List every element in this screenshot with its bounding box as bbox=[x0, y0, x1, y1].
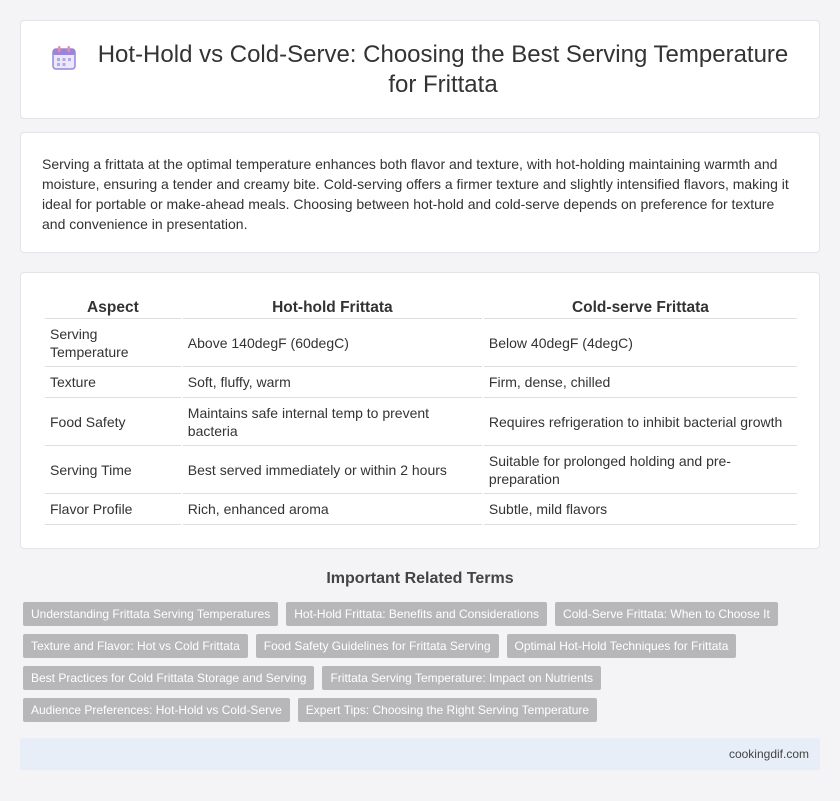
related-term-tag[interactable]: Texture and Flavor: Hot vs Cold Frittata bbox=[23, 634, 248, 658]
intro-card bbox=[20, 132, 820, 253]
tag-row bbox=[23, 698, 823, 722]
table-row bbox=[45, 367, 797, 398]
tag-row bbox=[23, 602, 823, 626]
comparison-table-card bbox=[20, 272, 820, 549]
related-term-tag[interactable]: Understanding Frittata Serving Temperatures bbox=[23, 602, 278, 626]
table-cell: Subtle, mild flavors bbox=[484, 494, 797, 525]
related-term-tag[interactable]: Best Practices for Cold Frittata Storage and Serving bbox=[23, 666, 314, 690]
related-term-tag[interactable]: Hot-Hold Frittata: Benefits and Considerations bbox=[286, 602, 547, 626]
table-header-row bbox=[45, 295, 797, 319]
table-row bbox=[45, 319, 797, 367]
tag-row bbox=[23, 666, 823, 690]
comparison-table bbox=[43, 295, 799, 525]
header-inner bbox=[50, 40, 790, 100]
footer-bar bbox=[20, 738, 820, 770]
table-row bbox=[45, 494, 797, 525]
table-cell: Maintains safe internal temp to prevent bacteria bbox=[183, 398, 482, 446]
calendar-icon bbox=[50, 44, 78, 72]
table-cell: Serving Time bbox=[45, 446, 181, 494]
related-terms-title: Important Related Terms bbox=[326, 570, 514, 587]
related-term-tag[interactable]: Cold-Serve Frittata: When to Choose It bbox=[555, 602, 778, 626]
table-cell: Serving Temperature bbox=[45, 319, 181, 367]
table-cell: Food Safety bbox=[45, 398, 181, 446]
column-header-cold-serve: Cold-serve Frittata bbox=[484, 295, 797, 319]
table-row bbox=[45, 398, 797, 446]
footer-site-name[interactable]: cookingdif.com bbox=[728, 747, 809, 761]
table-cell: Rich, enhanced aroma bbox=[183, 494, 482, 525]
tag-row bbox=[23, 634, 823, 658]
table-cell: Suitable for prolonged holding and pre-preparation bbox=[484, 446, 797, 494]
column-header-aspect: Aspect bbox=[45, 295, 181, 319]
column-header-hot-hold: Hot-hold Frittata bbox=[183, 295, 482, 319]
table-cell: Below 40degF (4degC) bbox=[484, 319, 797, 367]
intro-text: Serving a frittata at the optimal temperature enhances both flavor and texture, with hot-holding maintaining warmth and moisture, ensuring a tender and creamy bite. Cold-serving offers a firmer texture and slightly intensified flavors, making it ideal for portable or make-ahead meals. Choosing between hot-hold and cold-serve depends on preference for texture and convenience in presentation. bbox=[42, 156, 789, 232]
related-term-tag[interactable]: Food Safety Guidelines for Frittata Serving bbox=[256, 634, 499, 658]
table-row bbox=[45, 446, 797, 494]
related-term-tag[interactable]: Expert Tips: Choosing the Right Serving Temperature bbox=[298, 698, 597, 722]
table-cell: Best served immediately or within 2 hours bbox=[183, 446, 482, 494]
related-term-tag[interactable]: Optimal Hot-Hold Techniques for Frittata bbox=[507, 634, 737, 658]
header-card bbox=[20, 20, 820, 119]
related-term-tag[interactable]: Audience Preferences: Hot-Hold vs Cold-Serve bbox=[23, 698, 290, 722]
table-cell: Soft, fluffy, warm bbox=[183, 367, 482, 398]
table-cell: Above 140degF (60degC) bbox=[183, 319, 482, 367]
table-cell: Firm, dense, chilled bbox=[484, 367, 797, 398]
related-terms-tags bbox=[23, 602, 823, 730]
table-cell: Flavor Profile bbox=[45, 494, 181, 525]
table-cell: Texture bbox=[45, 367, 181, 398]
table-cell: Requires refrigeration to inhibit bacterial growth bbox=[484, 398, 797, 446]
related-term-tag[interactable]: Frittata Serving Temperature: Impact on Nutrients bbox=[322, 666, 601, 690]
page-title: Hot-Hold vs Cold-Serve: Choosing the Best Serving Temperature for Frittata bbox=[97, 40, 789, 98]
